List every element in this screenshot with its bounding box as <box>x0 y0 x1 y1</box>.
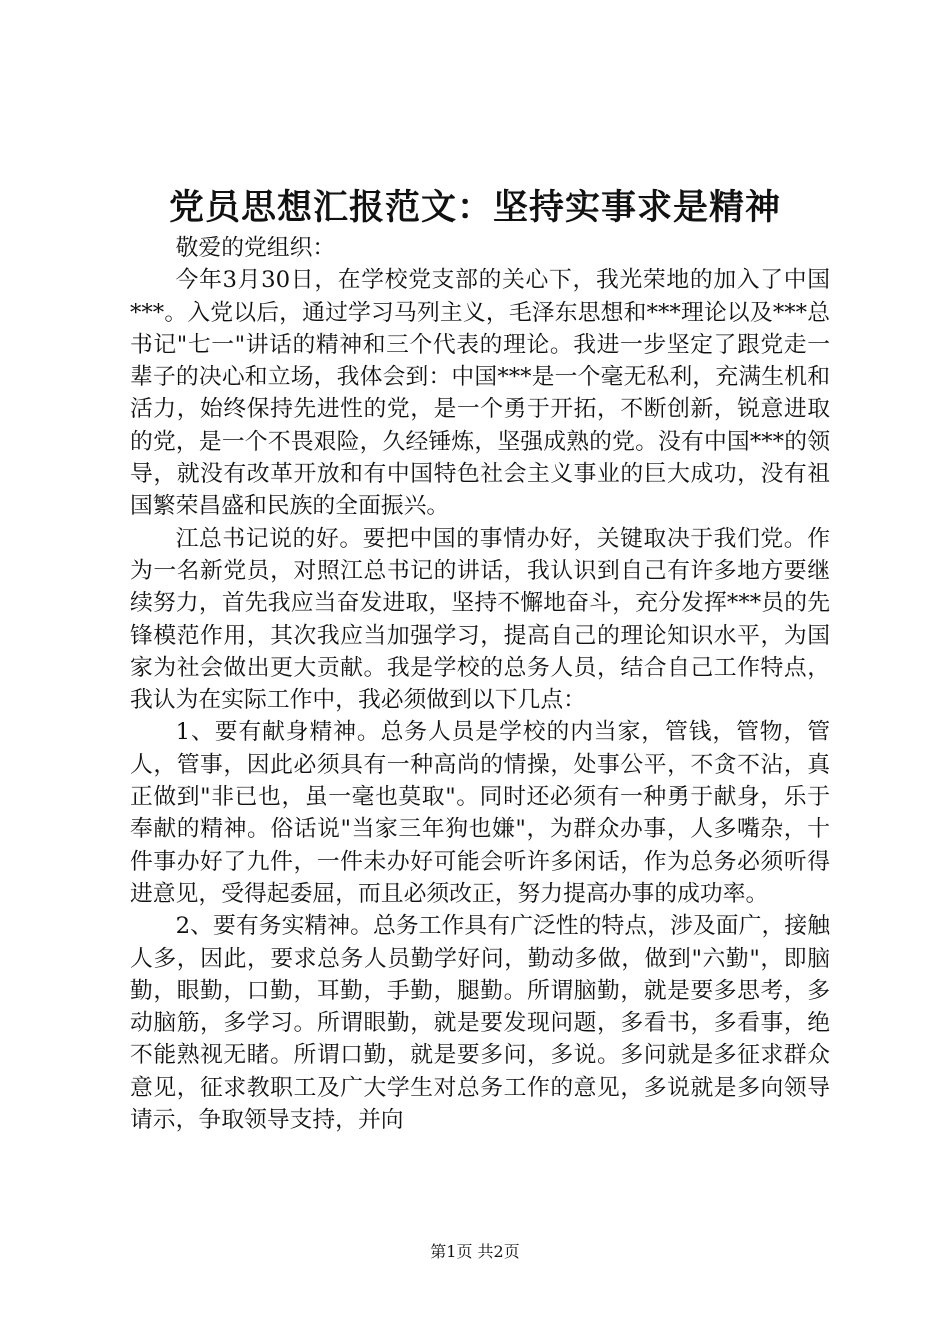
page-number-footer: 第1页 共2页 <box>430 1242 520 1261</box>
document-body <box>130 232 830 1136</box>
paragraph: 今年3月30日，在学校党支部的关心下，我光荣地的加入了中国***。入党以后，通过学习马列主义，毛泽东思想和***理论以及***总书记"七一"讲话的精神和三个代表的理论。我进一步坚定了跟党走一辈子的决心和立场，我体会到：中国***是一个毫无私利，充满生机和活力，始终保持先进性的党，是一个勇于开拓，不断创新，锐意进取的党，是一个不畏艰险，久经锤炼，坚强成熟的党。没有中国***的领导，就没有改革开放和有中国特色社会主义事业的巨大成功，没有祖国繁荣昌盛和民族的全面振兴。 <box>130 267 830 520</box>
salutation: 敬爱的党组织： <box>175 235 336 261</box>
document-title: 党员思想汇报范文：坚持实事求是精神 <box>168 187 781 228</box>
paragraph: 1、要有献身精神。总务人员是学校的内当家，管钱，管物，管人，管事，因此必须具有一种高尚的情操，处事公平，不贪不沾，真正做到"非已也，虽一毫也莫取"。同时还必须有一种勇于献身，乐于奉献的精神。俗话说"当家三年狗也嫌"，为群众办事，人多嘴杂，十件事办好了九件，一件未办好可能会听许多闲话，作为总务必须听得进意见，受得起委屈，而且必须改正，努力提高办事的成功率。 <box>130 719 830 907</box>
paragraph: 2、要有务实精神。总务工作具有广泛性的特点，涉及面广，接触人多，因此，要求总务人员勤学好问，勤动多做，做到"六勤"，即脑勤，眼勤，口勤，耳勤，手勤，腿勤。所谓脑勤，就是要多思考，多动脑筋，多学习。所谓眼勤，就是要发现问题，多看书，多看事，绝不能熟视无睹。所谓口勤，就是要多问，多说。多问就是多征求群众意见，征求教职工及广大学生对总务工作的意见，多说就是多向领导请示，争取领导支持，并向 <box>130 913 830 1134</box>
paragraph: 江总书记说的好。要把中国的事情办好，关键取决于我们党。作为一名新党员，对照江总书记的讲话，我认识到自己有许多地方要继续努力，首先我应当奋发进取，坚持不懈地奋斗，充分发挥***员的先锋模范作用，其次我应当加强学习，提高自己的理论知识水平，为国家为社会做出更大贡献。我是学校的总务人员，结合自己工作特点，我认为在实际工作中，我必须做到以下几点： <box>130 525 830 714</box>
